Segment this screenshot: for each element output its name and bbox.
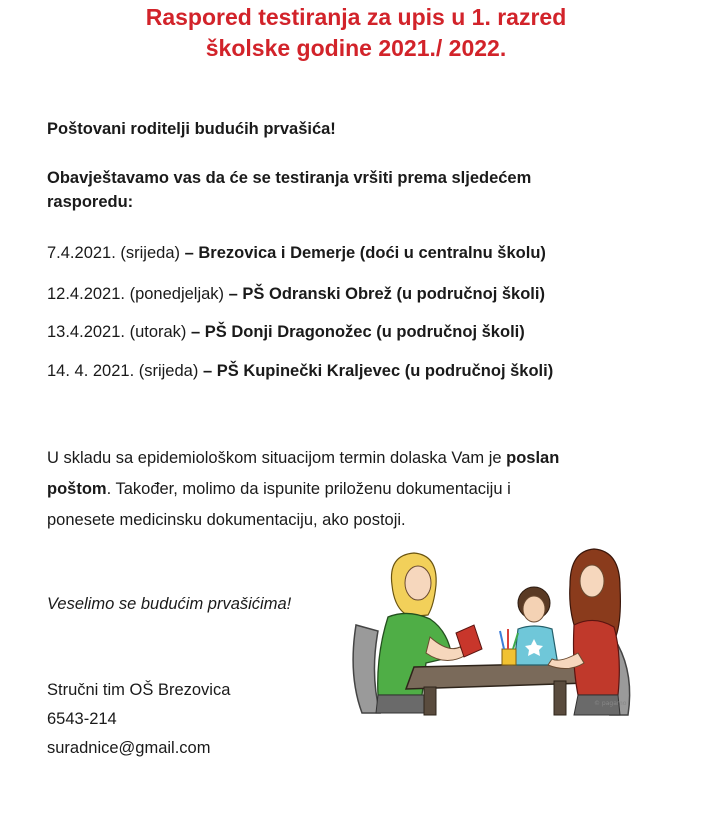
signature-block xyxy=(47,676,230,763)
intro-line-1: Obavještavamo vas da će se testiranja vršiti prema sljedećem xyxy=(47,169,532,187)
notice-line-3: ponesete medicinsku dokumentaciju, ako postoji. xyxy=(47,511,406,529)
schedule-date: 13.4.2021. (utorak) xyxy=(47,323,187,341)
intro-text xyxy=(47,166,531,214)
notice-text: . Također, molimo da ispunite priloženu dokumentaciju i xyxy=(106,480,511,498)
notice-line-1 xyxy=(47,443,559,474)
illustration-credit: © pagamo xyxy=(594,700,627,707)
schedule-dash: – xyxy=(202,362,213,380)
page-title xyxy=(0,2,712,64)
signature-phone: 6543-214 xyxy=(47,710,117,728)
notice-emphasis: poslan xyxy=(506,449,560,467)
intro-line-2: rasporedu: xyxy=(47,193,134,211)
schedule-date: 7.4.2021. (srijeda) xyxy=(47,244,180,262)
notice-line-2 xyxy=(47,474,559,505)
schedule-place: PŠ Kupinečki Kraljevec (u područnoj školi) xyxy=(216,362,554,380)
schedule-date: 14. 4. 2021. (srijeda) xyxy=(47,362,199,380)
greeting: Poštovani roditelji budućih prvašića! xyxy=(47,120,336,138)
testing-illustration xyxy=(348,545,638,717)
signature-email: suradnice@gmail.com xyxy=(47,739,211,757)
schedule-place: Brezovica i Demerje (doći u centralnu školu) xyxy=(198,244,546,262)
schedule-item xyxy=(47,323,525,342)
notice-paragraph xyxy=(47,443,559,536)
signature-team: Stručni tim OŠ Brezovica xyxy=(47,681,231,699)
schedule-dash: – xyxy=(191,323,201,341)
notice-text: U skladu sa epidemiološkom situacijom termin dolaska Vam je xyxy=(47,449,507,467)
chair-left-shape xyxy=(353,625,380,713)
title-line-2: školske godine 2021./ 2022. xyxy=(205,35,507,61)
schedule-item xyxy=(47,285,545,304)
notice-emphasis: poštom xyxy=(47,480,107,498)
schedule-dash: – xyxy=(228,285,238,303)
closing-line: Veselimo se budućim prvašićima! xyxy=(47,595,292,613)
schedule-item xyxy=(47,362,553,381)
schedule-dash: – xyxy=(184,244,194,262)
schedule-item xyxy=(47,244,546,263)
schedule-place: PŠ Donji Dragonožec (u područnoj školi) xyxy=(204,323,525,341)
schedule-date: 12.4.2021. (ponedjeljak) xyxy=(47,285,225,303)
schedule-place: PŠ Odranski Obrež (u područnoj školi) xyxy=(242,285,545,303)
title-line-1: Raspored testiranja za upis u 1. razred xyxy=(145,4,567,30)
